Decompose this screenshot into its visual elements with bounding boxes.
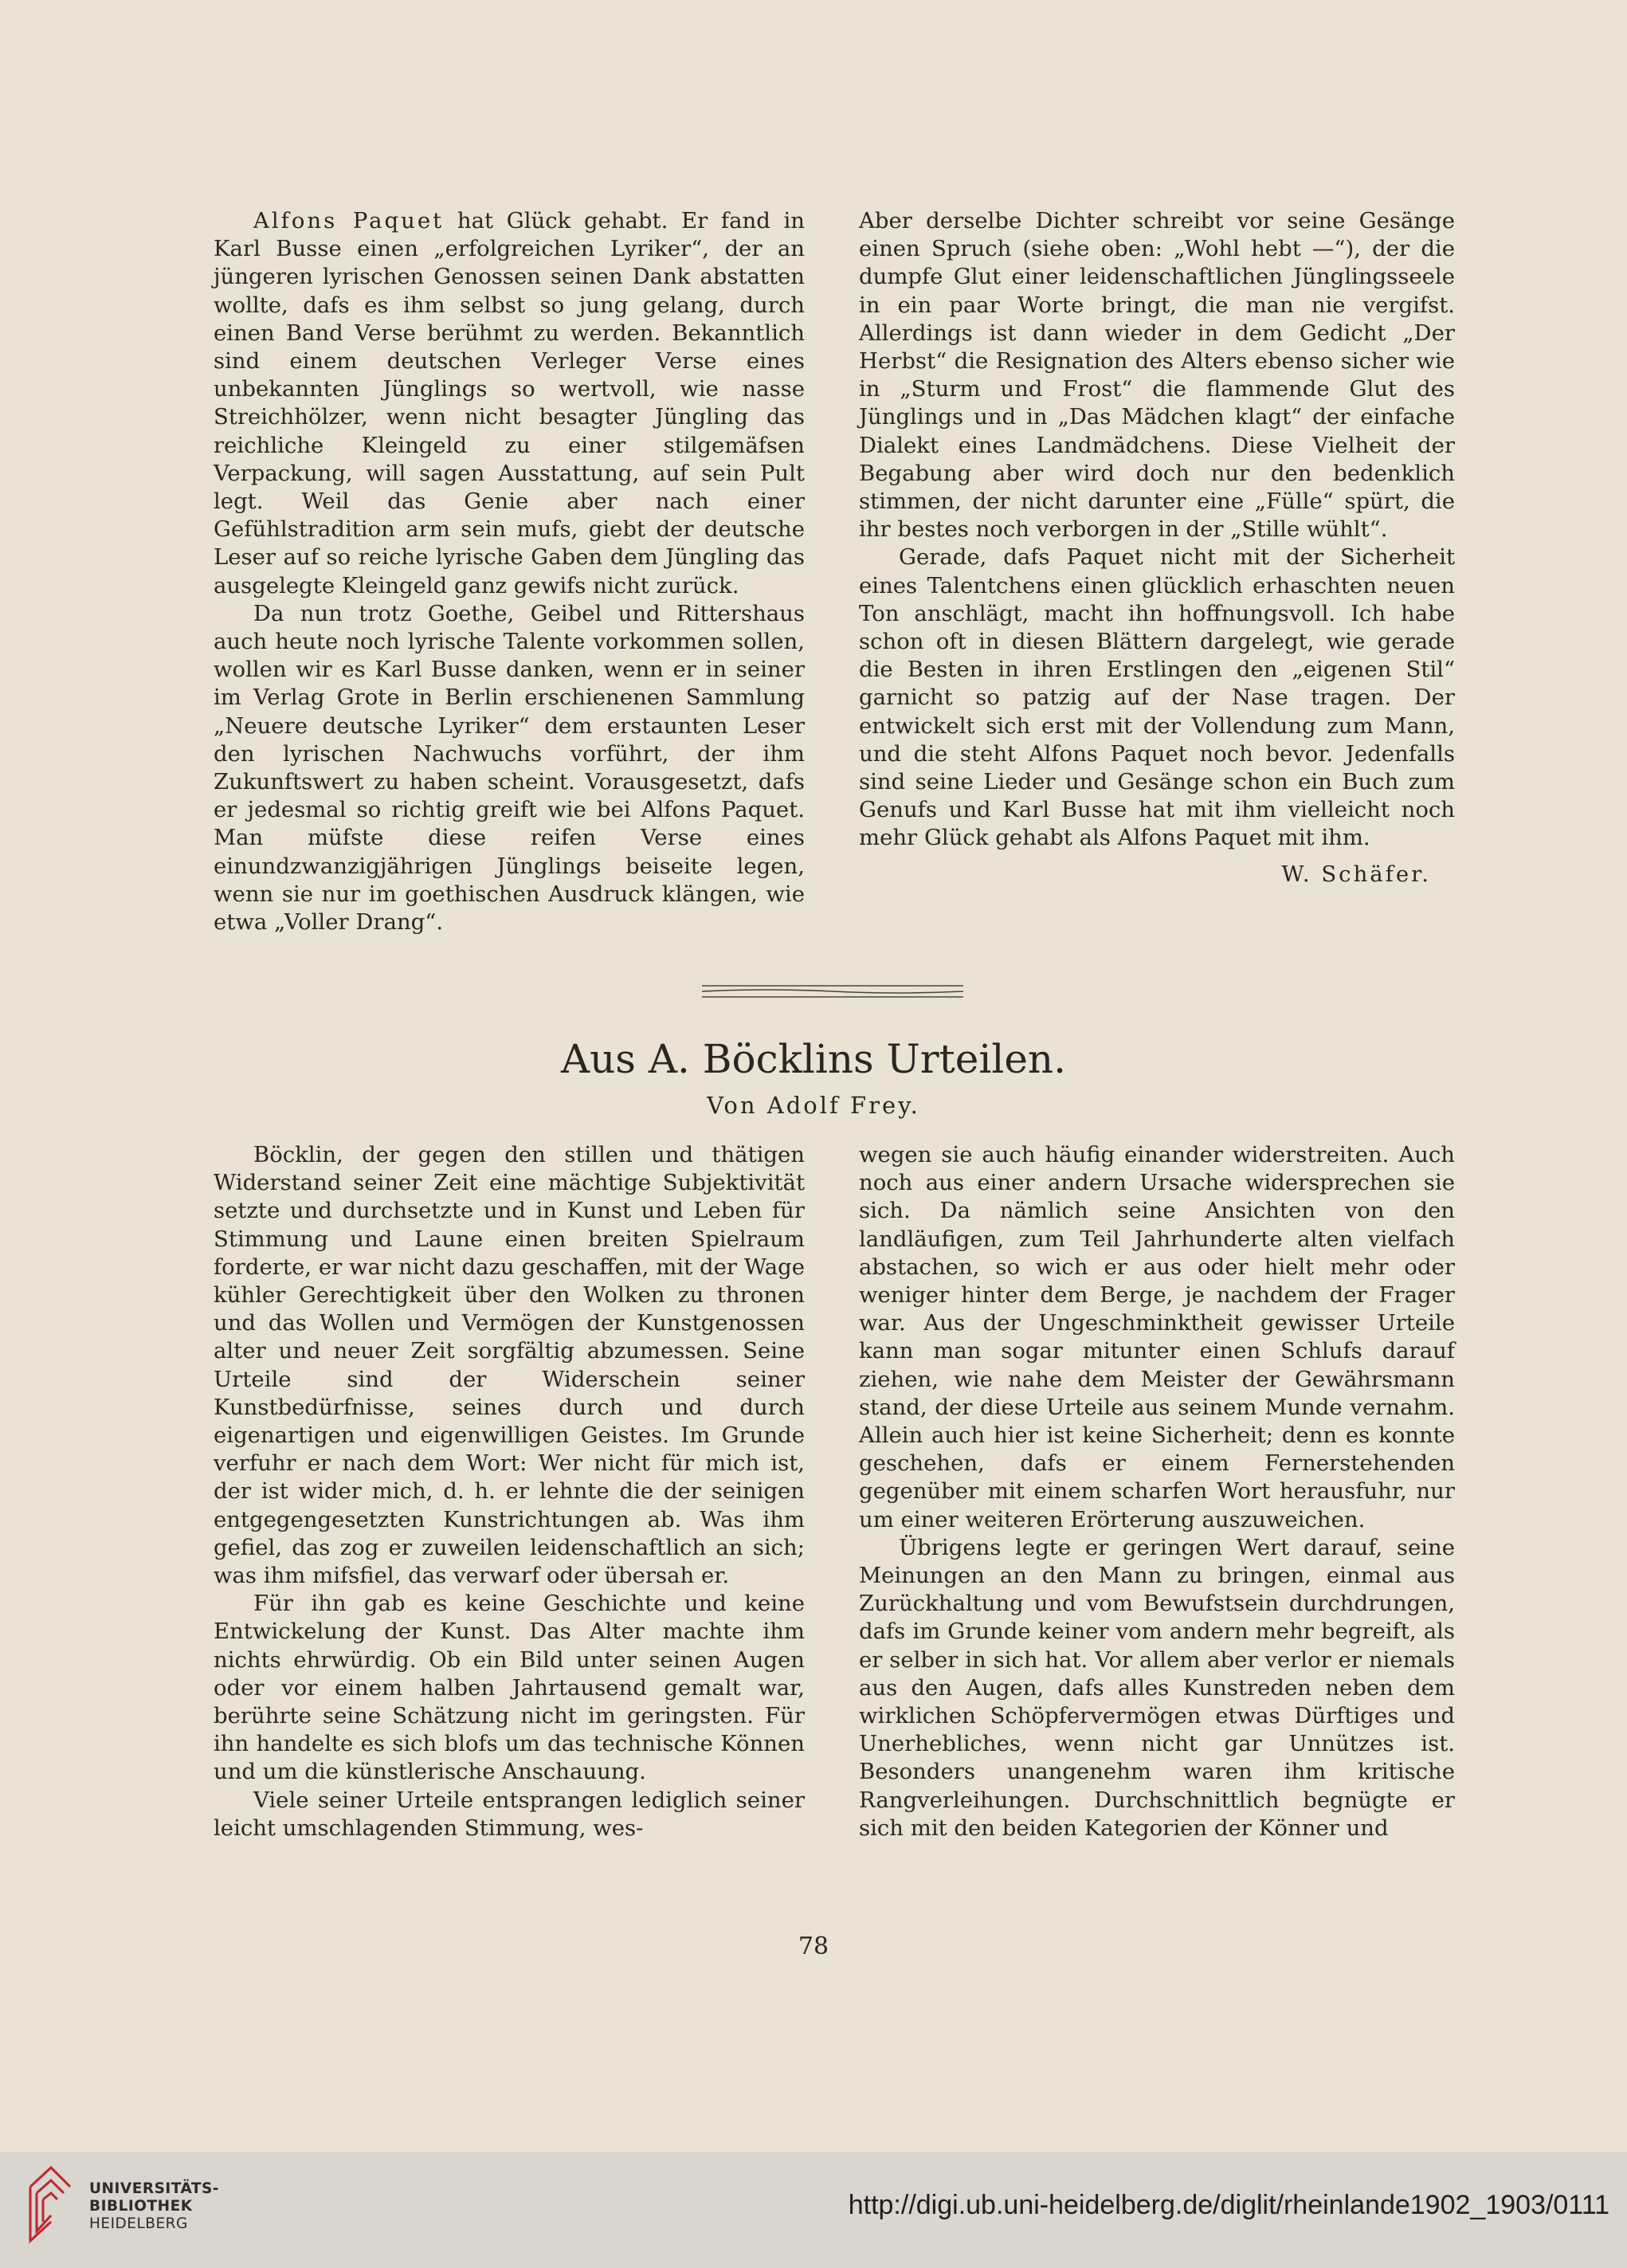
article-title: Aus A. Böcklins Urteilen.	[560, 1036, 1067, 1082]
university-library-logo-icon	[24, 2163, 76, 2246]
article-paragraph: Böcklin, der gegen den stillen und thätigen Widerstand seiner Zeit eine mächtige Subjektivität setzte und durchsetzte und in Kunst und Leben für Stimmung und Laune einen breiten Spielraum forderte, er war nicht dazu geschaffen, mit der Wage kühler Gerechtigkeit über den Wolken zu thronen und das Wollen und Vermögen der Kunstgenossen alter und neuer Zeit sorgfältig abzumessen. Seine Urteile sind der Widerschein seiner Kunstbedürfnisse, seines durch und durch eigenartigen und eigenwilligen Geistes. Im Grunde verfuhr er nach dem Wort: Wer nicht für mich ist, der ist wider mich, d. h. er lehnte die der seinigen entgegengesetzten Kunstrichtungen ab. Was ihm gefiel, das zog er zuweilen leidenschaftlich an sich; was ihm mifsfiel, das verwarf oder übersah er.	[214, 1142, 805, 1589]
article-byline: Von Adolf Frey.	[707, 1092, 920, 1119]
review-paragraph: Aber derselbe Dichter schreibt vor seine Gesänge einen Spruch (siehe oben: „Wohl hebt —“), der die dumpfe Glut einer leidenschaftlichen Jünglingsseele in ein paar Worte bringt, die man nie vergifst. Allerdings ist dann wieder in dem Gedicht „Der Herbst“ die Resignation des Alters ebenso sicher wie in „Sturm und Frost“ die flammende Glut des Jünglings und in „Das Mädchen klagt“ der einfache Dialekt eines Landmädchens. Diese Vielheit der Begabung aber wird doch nur den bedenklich stimmen, der nicht darunter eine „Fülle“ spürt, die ihr bestes noch verborgen in der „Stille wühlt“.	[859, 208, 1455, 543]
article-paragraph: Für ihn gab es keine Geschichte und keine Entwickelung der Kunst. Das Alter machte ihm nichts ehrwürdig. Ob ein Bild unter seinen Augen oder vor einem halben Jahrtausend gemalt war, berührte seine Schätzung nicht im geringsten. Für ihn handelte es sich blofs um das technische Können und um die künstlerische Anschauung.	[214, 1591, 805, 1785]
review-column-left	[214, 207, 805, 936]
article-column-right	[859, 1141, 1455, 1842]
article-paragraph: Viele seiner Urteile entsprangen lediglich seiner leicht umschlagenden Stimmung, wes-	[214, 1787, 805, 1841]
review-paragraph: Gerade, dafs Paquet nicht mit der Sicherheit eines Talentchens einen glücklich erhaschten neuen Ton anschlägt, macht ihn hoffnungsvoll. Ich habe schon oft in diesen Blättern dargelegt, wie gerade die Besten in ihren Erstlingen den „eigenen Stil“ garnicht so patzig auf der Nase tragen. Der entwickelt sich erst mit der Vollendung zum Mann, und die steht Alfons Paquet noch bevor. Jedenfalls sind seine Lieder und Gesänge schon ein Buch zum Genufs und Karl Busse hat mit ihm vielleicht noch mehr Glück gehabt als Alfons Paquet mit ihm.	[859, 544, 1455, 851]
review-column-right	[859, 207, 1455, 889]
article-column-left	[214, 1141, 805, 1842]
article-paragraph: Übrigens legte er geringen Wert darauf, seine Meinungen an den Mann zu bringen, einmal aus Zurückhaltung und vom Bewufstsein durchdrungen, dafs im Grunde keiner vom andern mehr begreift, als er selber in sich hat. Vor allem aber verlor er niemals aus den Augen, dafs alles Kunstreden neben dem wirklichen Schöpfervermögen etwas Dürftiges und Unerhebliches, wenn nicht gar Unnützes ist. Besonders unangenehm waren ihm kritische Rangverleihungen. Durchschnittlich begnügte er sich mit den beiden Kategorien der Könner und	[859, 1534, 1455, 1841]
review-paragraph: Da nun trotz Goethe, Geibel und Rittershaus auch heute noch lyrische Talente vorkommen sollen, wollen wir es Karl Busse danken, wenn er in seiner im Verlag Grote in Berlin erschienenen Sammlung „Neuere deutsche Lyriker“ dem erstaunten Leser den lyrischen Nachwuchs vorführt, der ihm Zukunftswert zu haben scheint. Vorausgesetzt, dafs er jedesmal so richtig greift wie bei Alfons Paquet. Man müfste diese reifen Verse eines einundzwanzigjährigen Jünglings beiseite legen, wenn sie nur im goethischen Ausdruck klängen, wie etwa „Voller Drang“.	[214, 600, 805, 936]
source-url-link[interactable]: http://digi.ub.uni-heidelberg.de/diglit/rheinlande1902_1903/0111	[848, 2190, 1609, 2220]
article-paragraph: wegen sie auch häufig einander widerstreiten. Auch noch aus einer andern Ursache widersprechen sie sich. Da nämlich seine Ansichten von den landläufigen, zum Teil Jahrhunderte alten vielfach abstachen, so wich er aus oder hielt mehr oder weniger hinter dem Berge, je nachdem der Frager war. Aus der Ungeschminktheit gewisser Urteile kann man sogar mitunter einen Schlufs darauf ziehen, wie nahe dem Meister der Gewährsmann stand, der diese Urteile aus seinem Munde vernahm. Allein auch hier ist keine Sicherheit; denn es konnte geschehen, dafs er einem Fernerstehenden gegenüber mit einem scharfen Wort herausfuhr, nur um einer weiteren Erörterung auszuweichen.	[859, 1142, 1455, 1532]
review-paragraph: Alfons Paquet hat Glück gehabt. Er fand in Karl Busse einen „erfolgreichen Lyriker“, der an jüngeren lyrischen Genossen seinen Dank abstatten wollte, dafs es ihm selbst so jung gelang, durch einen Band Verse berühmt zu werden. Bekanntlich sind einem deutschen Verleger Verse eines unbekannten Jünglings so wertvoll, wie nasse Streichhölzer, wenn nicht besagter Jüngling das reichliche Kleingeld zu einer stilgemäfsen Verpackung, will sagen Ausstattung, auf sein Pult legt. Weil das Genie aber nach einer Gefühlstradition arm sein mufs, giebt der deutsche Leser auf so reiche lyrische Gaben dem Jüngling das ausgelegte Kleingeld ganz gewifs nicht zurück.	[214, 208, 805, 598]
library-footer	[0, 2152, 1627, 2268]
library-logo-text: UNIVERSITÄTS- BIBLIOTHEK HEIDELBERG	[89, 2180, 219, 2232]
ornamental-divider	[697, 983, 968, 999]
page-number: 78	[798, 1933, 829, 1960]
review-signature: W. Schäfer.	[1281, 861, 1431, 887]
author-name-spaced: Alfons Paquet	[253, 208, 445, 233]
